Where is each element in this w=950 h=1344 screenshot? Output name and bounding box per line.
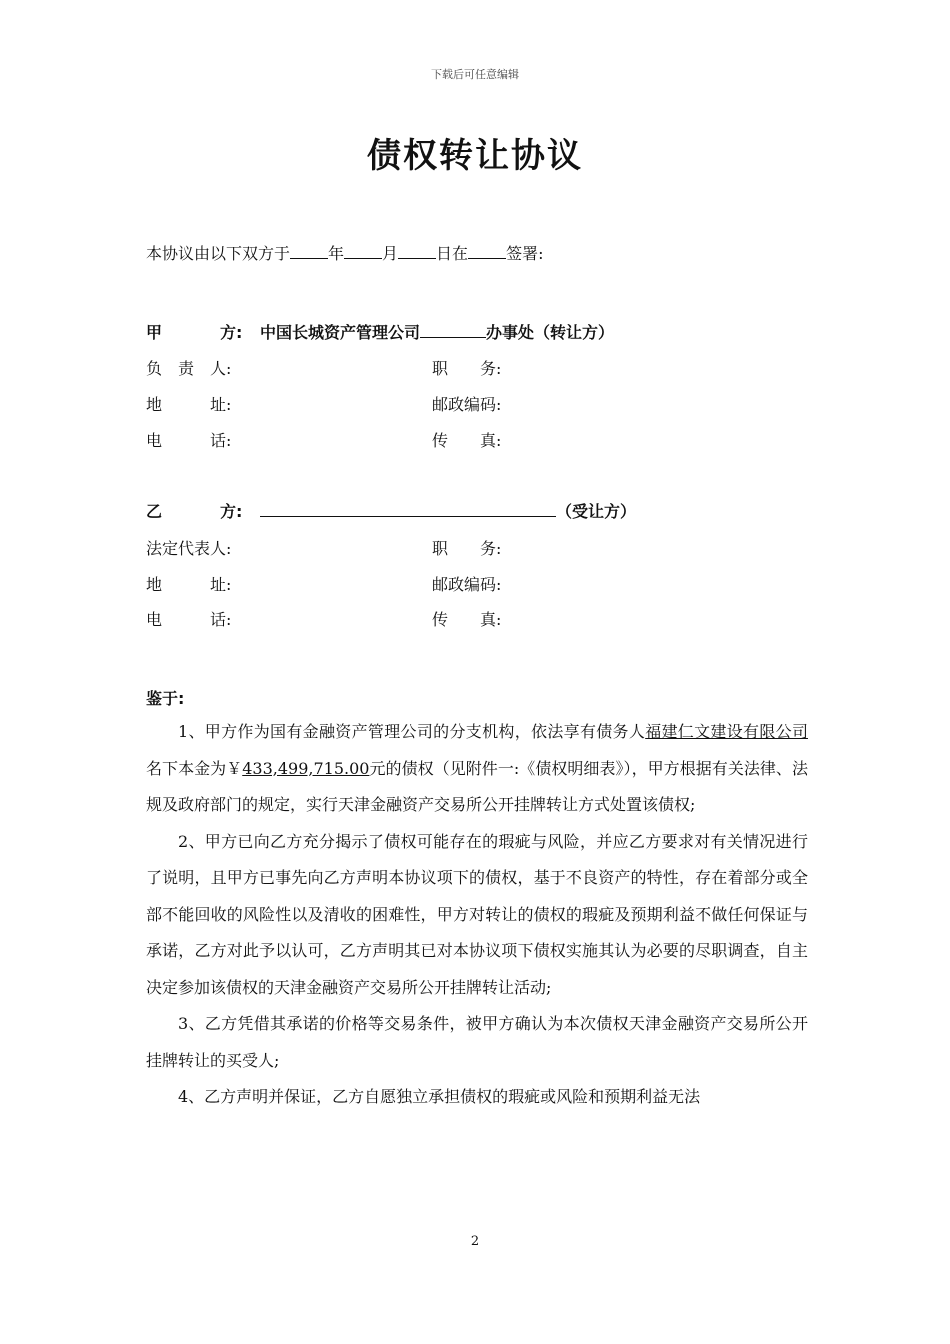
document-title: 债权转让协议 — [367, 136, 583, 176]
month-blank — [344, 244, 382, 259]
party-b-label: 乙 — [146, 502, 163, 521]
year-blank — [290, 244, 328, 259]
intro-year: 年 — [328, 244, 345, 263]
p1-text-c: 元的债权（见附件一:《债权明细表》），甲方根据有关法律、法规及政府部门的规定，实行天津金融资产交易所公开挂牌转让方式处置该债权; — [146, 758, 808, 814]
party-b-fax-label: 传 真: — [432, 610, 502, 629]
party-a-postcode-label: 邮政编码: — [432, 395, 502, 414]
principal-amount: 433,499,715.00 — [242, 758, 370, 778]
intro-suffix: 签署: — [506, 244, 544, 263]
party-a-responsible-label: 负 责 人: — [146, 359, 232, 378]
party-a-position-label: 职 务: — [432, 359, 502, 378]
p1-text-a: 1、甲方作为国有金融资产管理公司的分支机构，依法享有债务人 — [178, 722, 646, 741]
party-b-field-row — [146, 607, 746, 629]
party-b-name-suffix: （受让方） — [556, 502, 637, 521]
party-a-colon: 方: — [220, 323, 243, 342]
party-a-office-blank — [420, 323, 486, 338]
day-blank — [398, 244, 436, 259]
whereas-body — [146, 714, 808, 1116]
party-b-phone-label: 电 话: — [146, 610, 232, 629]
intro-day: 日在 — [436, 244, 469, 263]
party-a-phone-label: 电 话: — [146, 431, 232, 450]
party-b-legal-rep-label: 法定代表人: — [146, 539, 232, 558]
page-number: 2 — [470, 1234, 480, 1249]
whereas-heading: 鉴于: — [146, 689, 185, 708]
party-a-fax-label: 传 真: — [432, 431, 502, 450]
p1-text-b: 名下本金为￥ — [146, 758, 243, 778]
whereas-paragraph-1 — [146, 714, 808, 824]
intro-prefix: 本协议由以下双方于 — [146, 244, 291, 263]
whereas-paragraph-2: 2、甲方已向乙方充分揭示了债权可能存在的瑕疵与风险，并应乙方要求对有关情况进行了说明，且甲方已事先向乙方声明本协议项下的债权，基于不良资产的特性，存在着部分或全部不能回收的风险性以及清收的困难性，甲方对转让的债权的瑕疵及预期利益不做任何保证与承诺，乙方对此予以认可，乙方声明其已对本协议项下债权实施其认为必要的尽职调查，自主决定参加该债权的天津金融资产交易所公开挂牌转让活动; — [146, 831, 808, 997]
party-a-field-row — [146, 356, 746, 378]
whereas-paragraph-3: 3、乙方凭借其承诺的价格等交易条件，被甲方确认为本次债权天津金融资产交易所公开挂牌转让的买受人; — [146, 1014, 808, 1070]
header-note: 下载后可任意编辑 — [431, 68, 519, 81]
party-a-line — [146, 320, 746, 342]
debtor-name: 福建仁文建设有限公司 — [645, 722, 808, 741]
party-b-position-label: 职 务: — [432, 539, 502, 558]
party-a-name-suffix: 办事处（转让方） — [486, 323, 615, 342]
party-b-field-row — [146, 536, 746, 558]
party-b-colon: 方: — [220, 502, 243, 521]
party-b-line — [146, 499, 746, 521]
party-b-field-row — [146, 572, 746, 594]
party-a-address-label: 地 址: — [146, 395, 232, 414]
party-a-field-row — [146, 392, 746, 414]
place-blank — [468, 244, 506, 259]
party-b-name-blank — [260, 502, 556, 517]
party-b-postcode-label: 邮政编码: — [432, 575, 502, 594]
party-a-field-row — [146, 428, 746, 450]
party-a-label: 甲 — [146, 323, 163, 342]
whereas-paragraph-4: 4、乙方声明并保证，乙方自愿独立承担债权的瑕疵或风险和预期利益无法 — [178, 1087, 701, 1106]
intro-month: 月 — [382, 244, 399, 263]
party-a-name — [260, 320, 614, 343]
party-b-address-label: 地 址: — [146, 575, 232, 594]
party-a-name-prefix: 中国长城资产管理公司 — [260, 323, 421, 342]
intro-line — [146, 241, 543, 264]
party-b-name — [260, 499, 636, 522]
